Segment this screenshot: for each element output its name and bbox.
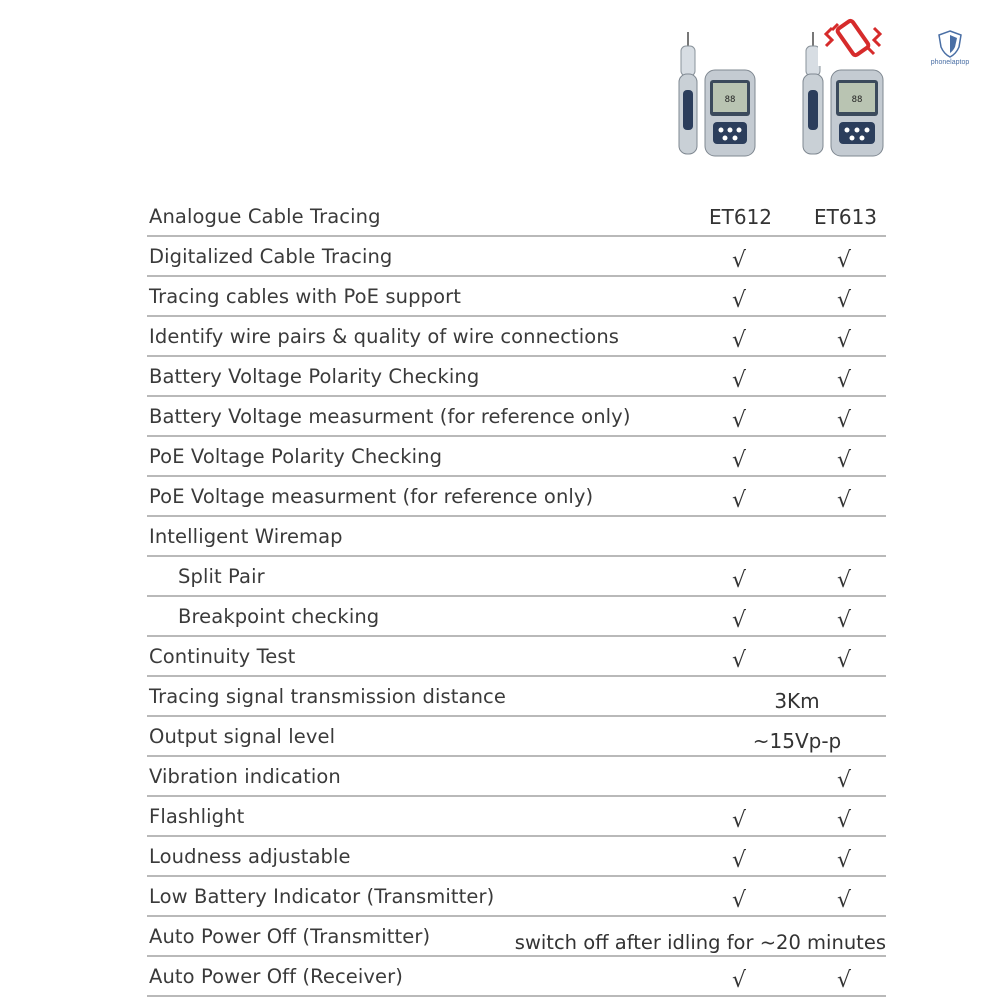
table-row bbox=[147, 237, 886, 277]
table-row bbox=[147, 837, 886, 877]
shield-logo-icon bbox=[937, 30, 963, 58]
table-row bbox=[147, 597, 886, 637]
et612-check: √ bbox=[731, 488, 747, 513]
shared-value: switch off after idling for ~20 minutes bbox=[514, 931, 886, 954]
feature-label: Continuity Test bbox=[149, 645, 296, 668]
et612-check: √ bbox=[731, 608, 747, 633]
feature-label: Breakpoint checking bbox=[178, 605, 380, 628]
table-row bbox=[147, 277, 886, 317]
feature-label: Intelligent Wiremap bbox=[149, 525, 343, 548]
feature-label: Output signal level bbox=[149, 725, 336, 748]
et613-check: √ bbox=[836, 248, 852, 273]
feature-label: PoE Voltage measurment (for reference only) bbox=[149, 485, 594, 508]
et612-check: √ bbox=[731, 408, 747, 433]
feature-label: Flashlight bbox=[149, 805, 245, 828]
et613-check: √ bbox=[836, 648, 852, 673]
column-header-et613: ET613 bbox=[814, 205, 878, 229]
table-row bbox=[147, 357, 886, 397]
et613-check: √ bbox=[836, 368, 852, 393]
table-header-row bbox=[147, 197, 886, 237]
vibrating-phone-icon bbox=[818, 10, 888, 66]
shared-value: ~15Vp-p bbox=[752, 729, 842, 753]
table-row bbox=[147, 397, 886, 437]
feature-label: Digitalized Cable Tracing bbox=[149, 245, 393, 268]
feature-label: Tracing cables with PoE support bbox=[149, 285, 461, 308]
et612-check: √ bbox=[731, 568, 747, 593]
et612-check: √ bbox=[731, 888, 747, 913]
feature-label: Tracing signal transmission distance bbox=[149, 685, 506, 708]
shared-value: 3Km bbox=[774, 689, 820, 713]
et612-check: √ bbox=[731, 448, 747, 473]
watermark-logo bbox=[926, 30, 974, 66]
et613-check: √ bbox=[836, 848, 852, 873]
table-row bbox=[147, 877, 886, 917]
et613-check: √ bbox=[836, 608, 852, 633]
feature-label: Vibration indication bbox=[149, 765, 341, 788]
et612-check: √ bbox=[731, 968, 747, 993]
et612-check: √ bbox=[731, 328, 747, 353]
table-row bbox=[147, 677, 886, 717]
et612-check: √ bbox=[731, 808, 747, 833]
feature-label: Auto Power Off (Receiver) bbox=[149, 965, 403, 988]
table-row bbox=[147, 477, 886, 517]
feature-label: Auto Power Off (Transmitter) bbox=[149, 925, 431, 948]
feature-label: Battery Voltage measurment (for reference only) bbox=[149, 405, 631, 428]
feature-label: Identify wire pairs & quality of wire connections bbox=[149, 325, 620, 348]
et612-check: √ bbox=[731, 368, 747, 393]
et613-check: √ bbox=[836, 448, 852, 473]
svg-text:88: 88 bbox=[724, 95, 736, 105]
table-row bbox=[147, 437, 886, 477]
et612-check: √ bbox=[731, 648, 747, 673]
svg-text:88: 88 bbox=[851, 95, 863, 105]
table-row bbox=[147, 557, 886, 597]
column-header-et612: ET612 bbox=[709, 205, 773, 229]
et613-check: √ bbox=[836, 328, 852, 353]
et612-check: √ bbox=[731, 248, 747, 273]
vibration-badge bbox=[818, 10, 888, 66]
et612-device-image bbox=[675, 30, 760, 160]
table-row bbox=[147, 957, 886, 997]
table-row bbox=[147, 917, 886, 957]
et613-check: √ bbox=[836, 288, 852, 313]
feature-label: Analogue Cable Tracing bbox=[149, 205, 381, 228]
table-row bbox=[147, 637, 886, 677]
et613-check: √ bbox=[836, 968, 852, 993]
et612-check: √ bbox=[731, 288, 747, 313]
feature-label: Low Battery Indicator (Transmitter) bbox=[149, 885, 495, 908]
table-row bbox=[147, 317, 886, 357]
et613-check: √ bbox=[836, 888, 852, 913]
comparison-table bbox=[147, 197, 886, 997]
table-row bbox=[147, 797, 886, 837]
feature-label: Split Pair bbox=[178, 565, 265, 588]
et613-check: √ bbox=[836, 768, 852, 793]
et613-check: √ bbox=[836, 408, 852, 433]
et613-check: √ bbox=[836, 488, 852, 513]
et613-check: √ bbox=[836, 808, 852, 833]
feature-label: PoE Voltage Polarity Checking bbox=[149, 445, 443, 468]
feature-label: Battery Voltage Polarity Checking bbox=[149, 365, 480, 388]
watermark-text: phonelaptop bbox=[930, 59, 970, 66]
et613-check: √ bbox=[836, 568, 852, 593]
table-row bbox=[147, 717, 886, 757]
table-row bbox=[147, 517, 886, 557]
table-row bbox=[147, 757, 886, 797]
feature-label: Loudness adjustable bbox=[149, 845, 351, 868]
et612-check: √ bbox=[731, 848, 747, 873]
